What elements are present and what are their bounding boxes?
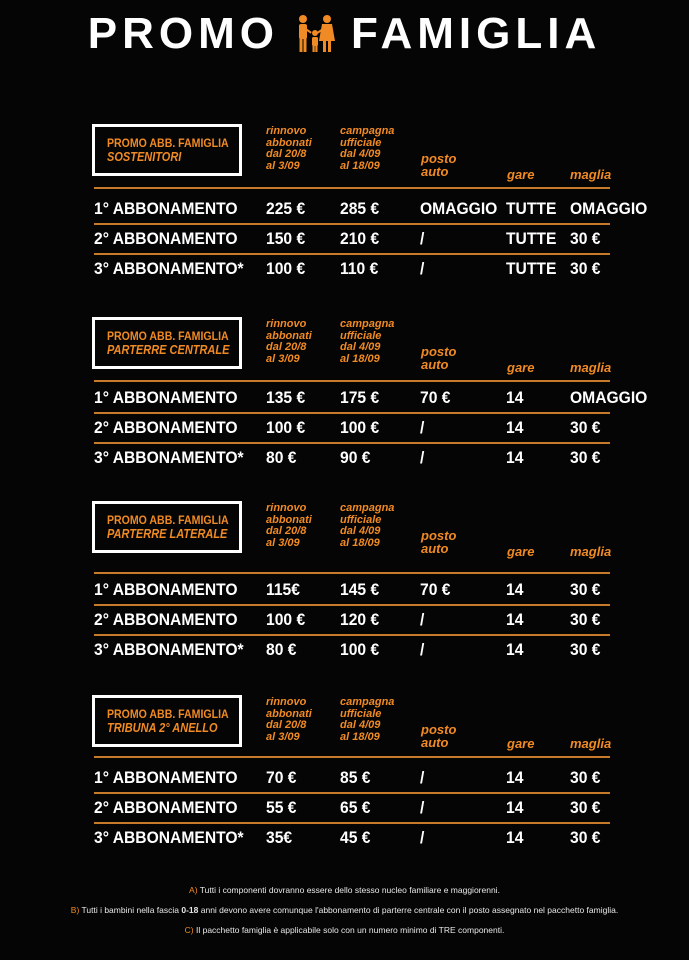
section-parterre-laterale (0, 501, 689, 679)
maglia-value: 30 € (570, 828, 601, 847)
rinnovo-price: 70 € (266, 768, 297, 787)
gare-value: 14 (506, 768, 524, 787)
maglia-value: 30 € (570, 610, 601, 629)
row-label: 1° ABBONAMENTO (94, 580, 238, 599)
title-famiglia: FAMIGLIA (351, 9, 602, 58)
row-label: 3° ABBONAMENTO* (94, 448, 244, 467)
header-gare: gare (507, 167, 535, 182)
posto-auto-value: 70 € (420, 388, 451, 407)
header-campagna: campagna ufficiale dal 4/09 al 18/09 (340, 502, 395, 549)
header-campagna: campagna ufficiale dal 4/09 al 18/09 (340, 125, 395, 172)
maglia-value: 30 € (570, 580, 601, 599)
table-row (94, 224, 610, 252)
posto-auto-value: / (420, 229, 425, 248)
maglia-value: 30 € (570, 768, 601, 787)
rinnovo-price: 35€ (266, 828, 293, 847)
table-row (94, 413, 610, 441)
campagna-price: 45 € (340, 828, 371, 847)
header-maglia: maglia (570, 544, 612, 559)
gare-value: 14 (506, 580, 524, 599)
gare-value: TUTTE (506, 199, 557, 218)
rinnovo-price: 135 € (266, 388, 306, 407)
rinnovo-price: 225 € (266, 199, 306, 218)
posto-auto-value: / (420, 259, 425, 278)
posto-auto-value: / (420, 828, 425, 847)
promo-label: PROMO ABB. FAMIGLIA (107, 706, 229, 721)
gare-value: TUTTE (506, 259, 557, 278)
gare-value: 14 (506, 610, 524, 629)
row-label: 2° ABBONAMENTO (94, 798, 238, 817)
posto-auto-value: / (420, 448, 425, 467)
header-campagna: campagna ufficiale dal 4/09 al 18/09 (340, 318, 395, 365)
title-promo: PROMO (87, 9, 280, 58)
header-posto-auto: posto auto (421, 344, 457, 372)
posto-auto-value: / (420, 610, 425, 629)
table-row (94, 194, 648, 222)
header-posto-auto: posto auto (421, 528, 457, 556)
header-rinnovo: rinnovo abbonati dal 20/8 al 3/09 (266, 502, 312, 549)
maglia-value: 30 € (570, 418, 601, 437)
promo-label: PROMO ABB. FAMIGLIA (107, 135, 229, 150)
table-row (94, 443, 610, 471)
posto-auto-value: 70 € (420, 580, 451, 599)
promo-label: PROMO ABB. FAMIGLIA (107, 512, 229, 527)
divider (94, 380, 610, 382)
row-label: 1° ABBONAMENTO (94, 199, 238, 218)
note-b-text: Tutti i bambini nella fascia (79, 905, 182, 915)
campagna-price: 85 € (340, 768, 371, 787)
rinnovo-price: 115€ (266, 580, 300, 599)
gare-value: 14 (506, 640, 524, 659)
gare-value: 14 (506, 448, 524, 467)
posto-auto-value: / (420, 798, 425, 817)
table-row (94, 605, 610, 633)
table-row (94, 383, 648, 411)
header-posto-auto: posto auto (421, 151, 457, 179)
campagna-price: 285 € (340, 199, 380, 218)
note-b-age-range: 0-18 (181, 905, 199, 915)
campagna-price: 100 € (340, 640, 380, 659)
campagna-price: 110 € (340, 259, 379, 278)
header-gare: gare (507, 544, 535, 559)
rinnovo-price: 100 € (266, 418, 306, 437)
rinnovo-price: 55 € (266, 798, 297, 817)
header-gare: gare (507, 360, 535, 375)
maglia-value: OMAGGIO (570, 199, 648, 218)
table-row (94, 635, 610, 663)
note-b-key: B) (70, 905, 80, 915)
maglia-value: 30 € (570, 229, 601, 248)
gare-value: 14 (506, 388, 524, 407)
maglia-value: 30 € (570, 798, 601, 817)
gare-value: TUTTE (506, 229, 557, 248)
promo-sector: TRIBUNA 2° ANELLO (107, 720, 218, 735)
campagna-price: 100 € (340, 418, 380, 437)
gare-value: 14 (506, 418, 524, 437)
posto-auto-value: / (420, 768, 425, 787)
divider (94, 756, 610, 758)
promo-sector: PARTERRE LATERALE (107, 526, 228, 541)
section-parterre-centrale (0, 317, 689, 495)
note-a-key: A) (189, 885, 198, 895)
table-row (94, 763, 610, 791)
campagna-price: 175 € (340, 388, 380, 407)
header-rinnovo: rinnovo abbonati dal 20/8 al 3/09 (266, 125, 312, 172)
header-campagna: campagna ufficiale dal 4/09 al 18/09 (340, 696, 395, 743)
posto-auto-value: OMAGGIO (420, 199, 498, 218)
table-row (94, 793, 610, 821)
header-posto-auto: posto auto (421, 722, 457, 750)
note-c-key: C) (184, 925, 194, 935)
row-label: 1° ABBONAMENTO (94, 388, 238, 407)
header-rinnovo: rinnovo abbonati dal 20/8 al 3/09 (266, 318, 312, 365)
promo-sector: PARTERRE CENTRALE (107, 342, 230, 357)
header-maglia: maglia (570, 167, 612, 182)
note-b (0, 900, 689, 920)
note-c (0, 920, 689, 940)
row-label: 2° ABBONAMENTO (94, 229, 238, 248)
row-label: 3° ABBONAMENTO* (94, 828, 244, 847)
note-a-text: Tutti i componenti dovranno essere dello stesso nucleo familiare e maggiorenni. (197, 885, 500, 895)
note-b-text-end: anni devono avere comunque l'abbonamento di parterre centrale con il posto assegnato nel pacchetto famiglia. (198, 905, 619, 915)
row-label: 1° ABBONAMENTO (94, 768, 238, 787)
table-row (94, 254, 610, 282)
row-label: 3° ABBONAMENTO* (94, 259, 244, 278)
note-a (0, 880, 689, 900)
promo-label: PROMO ABB. FAMIGLIA (107, 328, 229, 343)
posto-auto-value: / (420, 418, 425, 437)
campagna-price: 145 € (340, 580, 380, 599)
divider (94, 572, 610, 574)
note-c-text: Il pacchetto famiglia è applicabile solo con un numero minimo di TRE componenti. (193, 925, 505, 935)
row-label: 2° ABBONAMENTO (94, 418, 238, 437)
maglia-value: 30 € (570, 448, 601, 467)
row-label: 2° ABBONAMENTO (94, 610, 238, 629)
promo-box (92, 501, 242, 553)
promo-box (92, 695, 242, 747)
section-sostenitori (0, 124, 689, 302)
header-rinnovo: rinnovo abbonati dal 20/8 al 3/09 (266, 696, 312, 743)
header-maglia: maglia (570, 736, 612, 751)
promo-sector: SOSTENITORI (107, 149, 182, 164)
promo-box (92, 317, 242, 369)
row-label: 3° ABBONAMENTO* (94, 640, 244, 659)
posto-auto-value: / (420, 640, 425, 659)
table-row (94, 823, 610, 851)
campagna-price: 90 € (340, 448, 371, 467)
gare-value: 14 (506, 798, 524, 817)
table-row (94, 575, 610, 603)
rinnovo-price: 150 € (266, 229, 306, 248)
rinnovo-price: 80 € (266, 640, 297, 659)
maglia-value: 30 € (570, 640, 601, 659)
header-gare: gare (507, 736, 535, 751)
promo-box (92, 124, 242, 176)
campagna-price: 65 € (340, 798, 371, 817)
maglia-value: 30 € (570, 259, 601, 278)
page-title (0, 6, 689, 62)
rinnovo-price: 80 € (266, 448, 297, 467)
divider (94, 187, 610, 189)
footnotes (0, 880, 689, 940)
section-tribuna-2-anello (0, 695, 689, 873)
campagna-price: 210 € (340, 229, 380, 248)
header-maglia: maglia (570, 360, 612, 375)
campagna-price: 120 € (340, 610, 380, 629)
rinnovo-price: 100 € (266, 259, 306, 278)
rinnovo-price: 100 € (266, 610, 306, 629)
family-icon (293, 12, 337, 56)
maglia-value: OMAGGIO (570, 388, 648, 407)
gare-value: 14 (506, 828, 524, 847)
